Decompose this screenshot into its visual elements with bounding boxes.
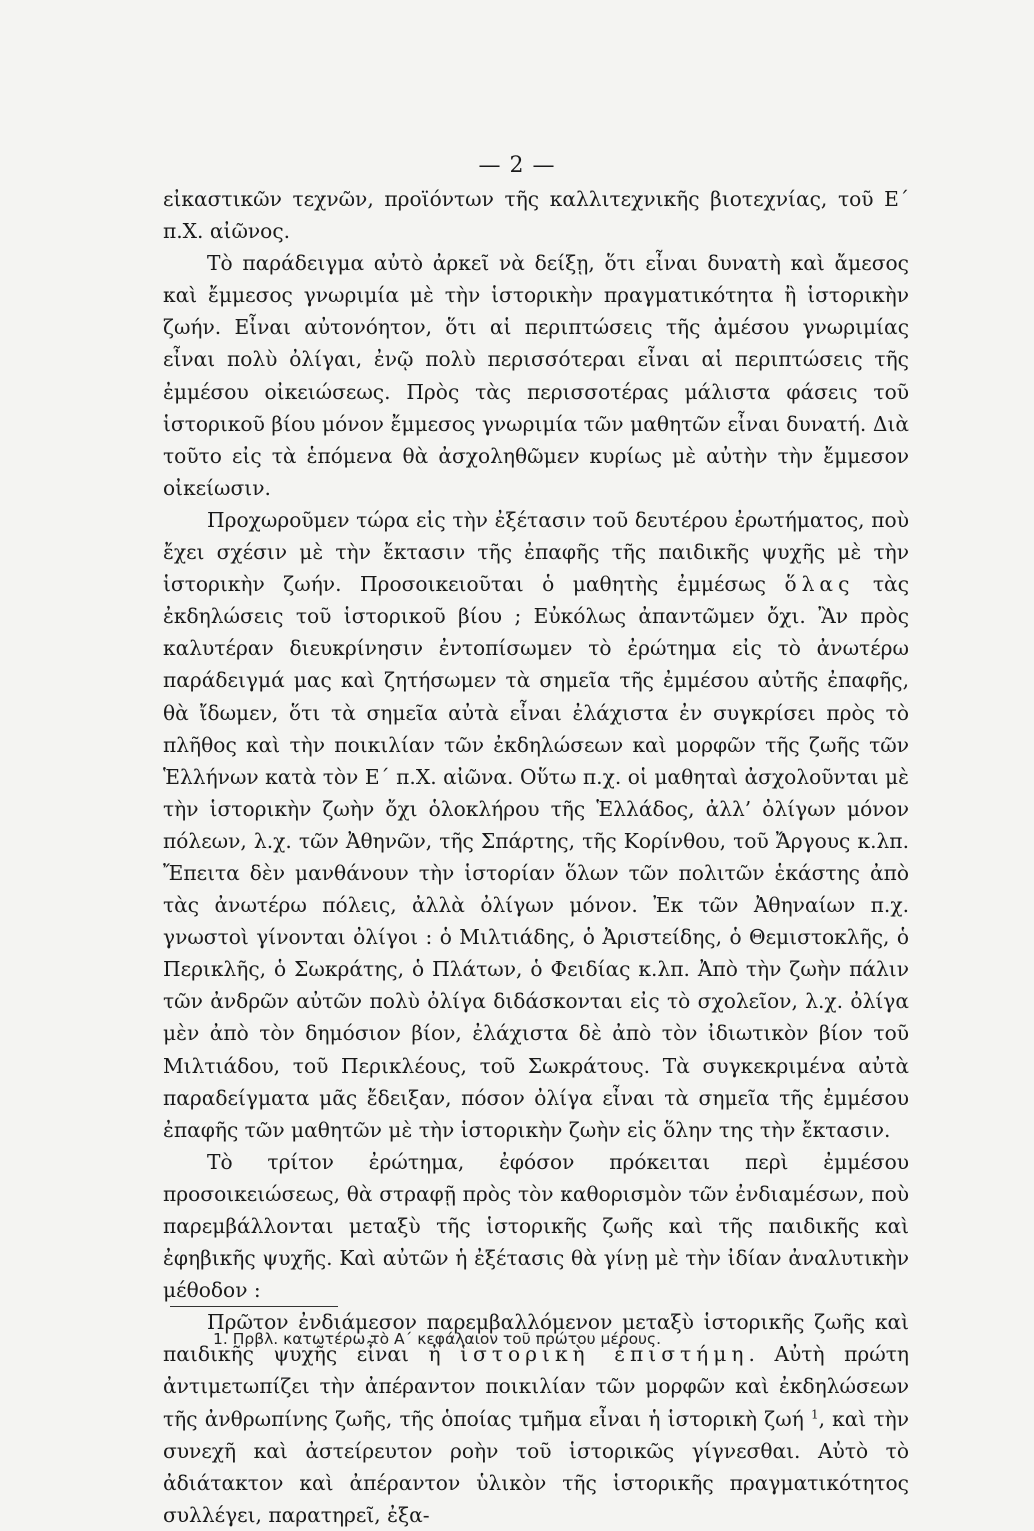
paragraph-3-text-b: τὰς ἐκδηλώσεις τοῦ ἱστορικοῦ βίου ; Εὐκόλως ἀπαντῶμεν ὄχι. Ἂν πρὸς καλυτέραν διευκρίνησιν ἐντοπίσωμεν τὸ ἐρώτημα εἰς τὸ ἀνωτέρω παράδειγμά μας καὶ ζητήσωμεν τὰ σημεῖα τῆς ἐμμέσου αὐτῆς ἐπαφῆς, θὰ ἴδωμεν, ὅτι τὰ σημεῖα αὐτὰ εἶναι ἐλάχιστα ἐν συγκρίσει πρὸς τὸ πλῆθος καὶ τὴν ποικιλίαν τῶν ἐκδηλώσεων καὶ μορφῶν τῆς ζωῆς τῶν Ἑλλήνων κατὰ τὸν Ε΄ π.Χ. αἰῶνα. Οὕτω π.χ. οἱ μαθηταὶ ἀσχολοῦνται μὲ τὴν ἱστορικὴν ζωὴν ὄχι ὁλοκλήρου τῆς Ἑλλάδος, ἀλλ’ ὀλίγων μόνον πόλεων, λ.χ. τῶν Ἀθηνῶν, τῆς Σπάρτης, τῆς Κορίνθου, τοῦ Ἄργους κ.λπ. Ἔπειτα δὲν μανθάνουν τὴν ἱστορίαν ὅλων τῶν πολιτῶν ἑκάστης ἀπὸ τὰς ἀνωτέρω πόλεις, ἀλλὰ ὀλίγων μόνον. Ἐκ τῶν Ἀθηναίων π.χ. γνωστοὶ γίνονται ὀλίγοι : ὁ Μιλτιάδης, ὁ Ἀριστείδης, ὁ Θεμιστοκλῆς, ὁ Περικλῆς, ὁ Σωκράτης, ὁ Πλάτων, ὁ Φειδίας κ.λπ. Ἀπὸ τὴν ζωὴν πάλιν τῶν ἀνδρῶν αὐτῶν πολὺ ὀλίγα διδάσκονται εἰς τὸ σχολεῖον, λ.χ. ὀλίγα μὲν ἀπὸ τὸν δημόσιον βίον, ἐλάχιστα δὲ ἀπὸ τὸν ἰδιωτικὸν βίον τοῦ Μιλτιάδου, τοῦ Περικλέους, τοῦ Σωκράτους. Τὰ συγκεκριμένα αὐτὰ παραδείγματα μᾶς ἔδειξαν, πόσον ὀλίγα εἶναι τὰ σημεῖα τῆς ἐμμέσου ἐπαφῆς τῶν μαθητῶν μὲ τὴν ἱστορικὴν ζωὴν εἰς ὅλην της τὴν ἔκτασιν. — [163, 572, 909, 1142]
page-number: — 2 — — [478, 153, 556, 178]
footnote: 1. Πρβλ. κατωτέρω τὸ Α΄ κεφάλαιον τοῦ πρώτου μέρους. — [213, 1330, 662, 1348]
footnote-reference: 1 — [810, 1406, 819, 1421]
emphasis-olas: ὅλας — [784, 572, 855, 597]
body-text — [163, 183, 909, 1531]
paragraph-5-text-c: , καὶ τὴν συνεχῆ καὶ ἀστείρευτον ροὴν τοῦ ἱστορικῶς γίγνεσθαι. Αὐτὸ τὸ ἀδιάτακτον καὶ ἀπέραντον ὑλικὸν τῆς ἱστορικῆς πραγματικότητος συλλέγει, παρατηρεῖ, ἐξα- — [163, 1406, 910, 1527]
paragraph-5-text-a: Πρῶτον ἐνδιάμεσον παρεμβαλλόμενον μεταξὺ ἱστορικῆς ζωῆς καὶ παιδικῆς ψυχῆς εἶναι ἡ — [163, 1310, 909, 1367]
paragraph-4: Τὸ τρίτον ἐρώτημα, ἐφόσον πρόκειται περὶ ἐμμέσου προσοικειώσεως, θὰ στραφῇ πρὸς τὸν καθορισμὸν τῶν ἐνδιαμέσων, ποὺ παρεμβάλλονται μεταξὺ τῆς ἱστορικῆς ζωῆς καὶ τῆς παιδικῆς καὶ ἐφηβικῆς ψυχῆς. Καὶ αὐτῶν ἡ ἐξέτασις θὰ γίνῃ μὲ τὴν ἰδίαν ἀναλυτικὴν μέθοδον : — [163, 1149, 909, 1303]
paragraph-5-text-b: . Αὐτὴ πρώτη ἀντιμετωπίζει τὴν ἀπέραντον ποικιλίαν τῶν μορφῶν καὶ ἐκδηλώσεων τῆς ἀνθρωπίνης ζωῆς, τῆς ὁποίας τμῆμα εἶναι ἡ ἱστορικὴ ζωή — [163, 1342, 909, 1431]
paragraph-3 — [163, 504, 909, 1146]
paragraph-3-text-a: Προχωροῦμεν τώρα εἰς τὴν ἐξέτασιν τοῦ δευτέρου ἐρωτήματος, ποὺ ἔχει σχέσιν μὲ τὴν ἔκτασιν τῆς ἐπαφῆς τῆς παιδικῆς ψυχῆς μὲ τὴν ἱστορικὴν ζωήν. Προσοικειοῦται ὁ μαθητὴς ἐμμέσως — [163, 507, 909, 597]
emphasis-istoriki-episteme: ἱστορικὴ ἐπιστήμη — [460, 1342, 749, 1367]
paragraph-2: Τὸ παράδειγμα αὐτὸ ἀρκεῖ νὰ δείξῃ, ὅτι εἶναι δυνατὴ καὶ ἄμεσος καὶ ἔμμεσος γνωριμία μὲ τὴν ἱστορικὴν πραγματικότητα ἢ ἱστορικὴν ζωήν. Εἶναι αὐτονόητον, ὅτι αἱ περιπτώσεις τῆς ἀμέσου γνωριμίας εἶναι πολὺ ὀλίγαι, ἐνῷ πολὺ περισσότεραι εἶναι αἱ περιπτώσεις τῆς ἐμμέσου οἰκειώσεως. Πρὸς τὰς περισσοτέρας μάλιστα φάσεις τοῦ ἱστορικοῦ βίου μόνον ἔμμεσος γνωριμία τῶν μαθητῶν εἶναι δυνατή. Διὰ τοῦτο εἰς τὰ ἑπόμενα θὰ ἀσχοληθῶμεν κυρίως μὲ αὐτὴν τὴν ἔμμεσον οἰκείωσιν. — [163, 251, 909, 500]
footnote-divider — [170, 1306, 338, 1307]
paragraph-1: εἰκαστικῶν τεχνῶν, προϊόντων τῆς καλλιτεχνικῆς βιοτεχνίας, τοῦ Ε΄ π.Χ. αἰῶνος. — [163, 187, 909, 244]
